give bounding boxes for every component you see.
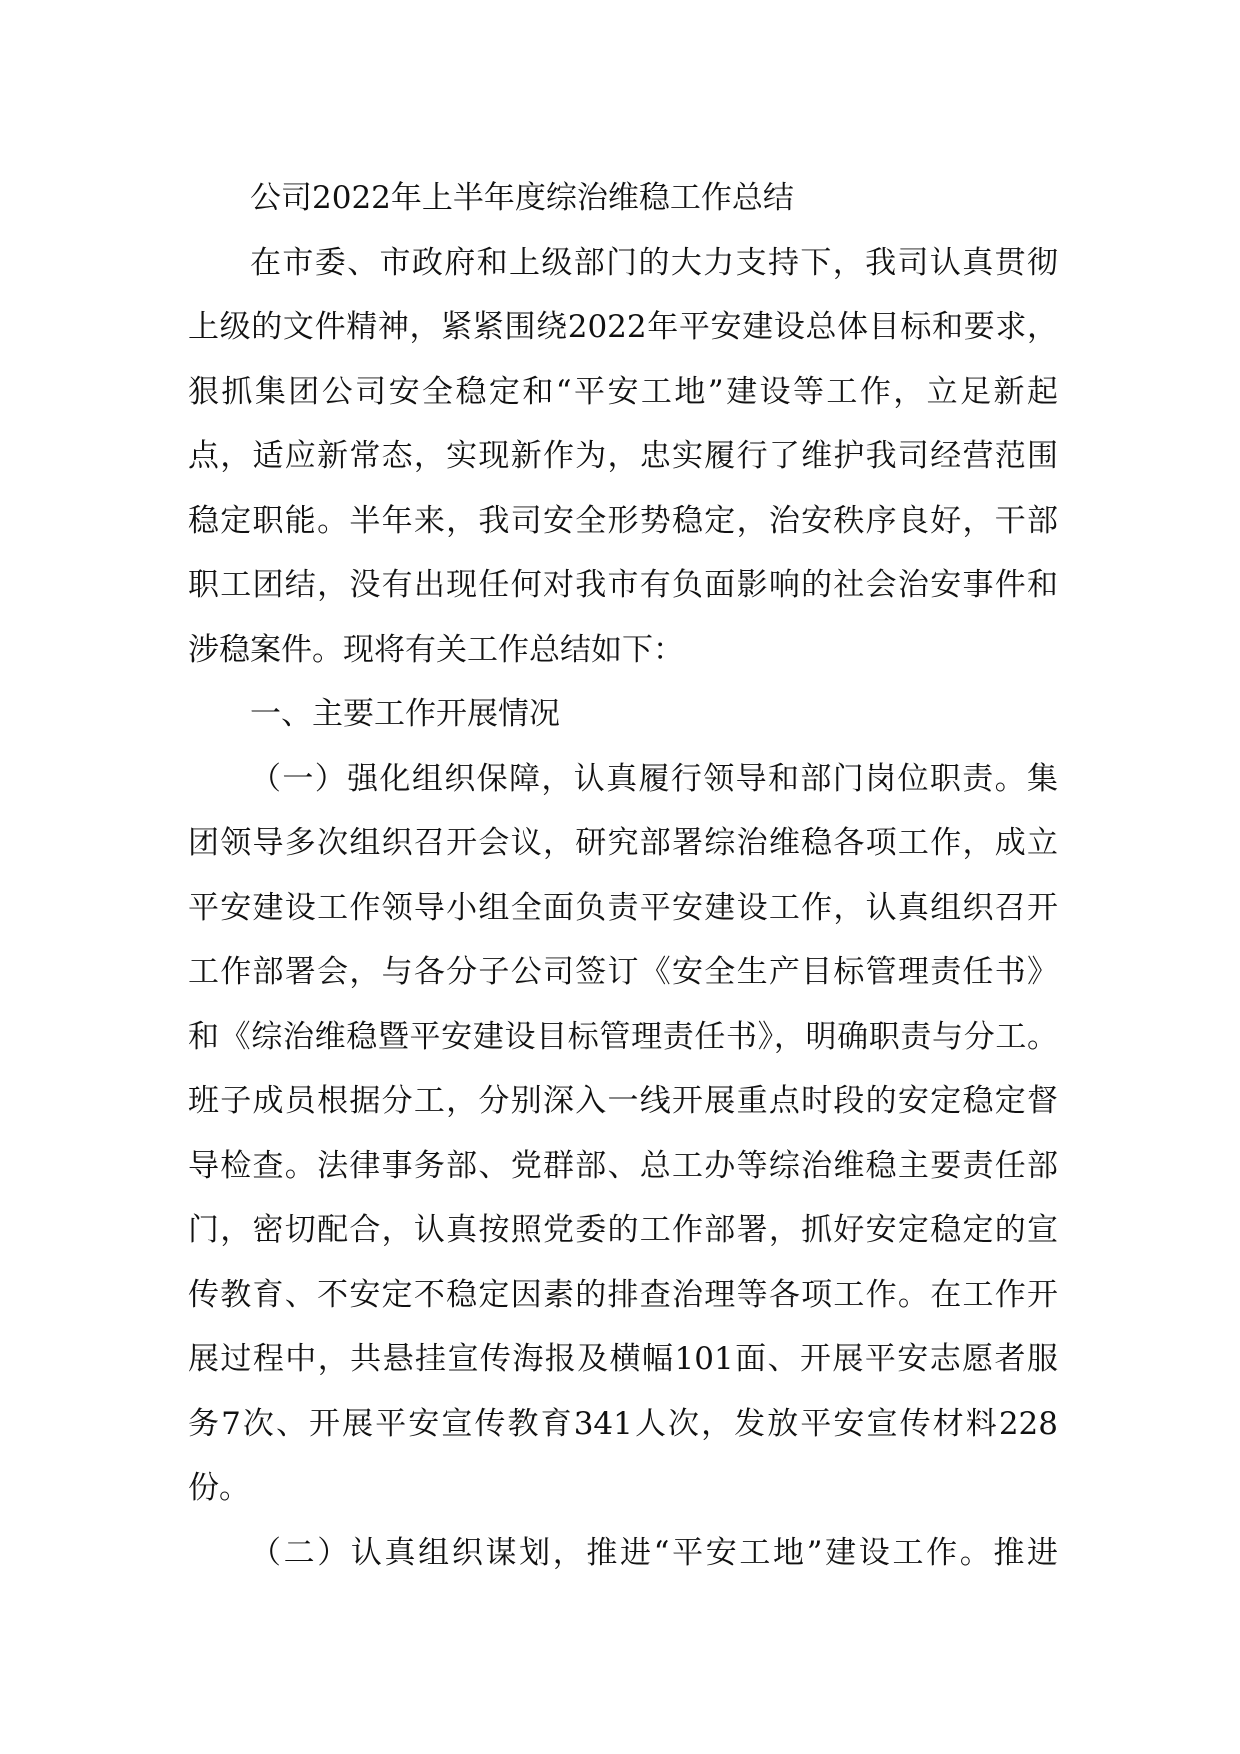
paragraph-1-line-3: 平安建设工作领导小组全面负责平安建设工作，认真组织召开: [188, 889, 1058, 926]
intro-line-2: 上级的文件精神，紧紧围绕2022年平安建设总体目标和要求，: [188, 309, 1058, 345]
intro-line-6: 职工团结，没有出现任何对我市有负面影响的社会治安事件和: [188, 567, 1058, 603]
paragraph-2-line-1: （二）认真组织谋划，推进“平安工地”建设工作。推进: [250, 1534, 1058, 1571]
document-title: 公司2022年上半年度综治维稳工作总结: [250, 180, 794, 216]
paragraph-1-line-4: 工作部署会，与各分子公司签订《安全生产目标管理责任书》: [188, 954, 1058, 990]
paragraph-1-line-7: 导检查。法律事务部、党群部、总工办等综治维稳主要责任部: [188, 1147, 1058, 1184]
paragraph-1-line-2: 团领导多次组织召开会议，研究部署综治维稳各项工作，成立: [188, 825, 1058, 861]
intro-line-3: 狠抓集团公司安全稳定和“平安工地”建设等工作，立足新起: [188, 373, 1058, 410]
paragraph-1-line-12: 份。: [188, 1470, 250, 1506]
paragraph-1-line-6: 班子成员根据分工，分别深入一线开展重点时段的安定稳定督: [188, 1083, 1058, 1119]
intro-line-7: 涉稳案件。现将有关工作总结如下：: [188, 631, 684, 668]
intro-line-5: 稳定职能。半年来，我司安全形势稳定，治安秩序良好，干部: [188, 502, 1058, 539]
paragraph-1-line-11: 务7次、开展平安宣传教育341人次，发放平安宣传材料228: [188, 1405, 1058, 1442]
intro-line-4: 点，适应新常态，实现新作为，忠实履行了维护我司经营范围: [188, 438, 1058, 474]
paragraph-1-line-1: （一）强化组织保障，认真履行领导和部门岗位职责。集: [250, 760, 1058, 797]
paragraph-1-line-10: 展过程中，共悬挂宣传海报及横幅101面、开展平安志愿者服: [188, 1341, 1058, 1377]
paragraph-1-line-9: 传教育、不安定不稳定因素的排查治理等各项工作。在工作开: [188, 1276, 1058, 1313]
paragraph-1-line-5: 和《综治维稳暨平安建设目标管理责任书》，明确职责与分工。: [188, 1018, 1058, 1055]
paragraph-1-line-8: 门，密切配合，认真按照党委的工作部署，抓好安定稳定的宣: [188, 1212, 1058, 1248]
intro-line-1: 在市委、市政府和上级部门的大力支持下，我司认真贯彻: [250, 244, 1058, 281]
section-heading-1: 一、主要工作开展情况: [250, 696, 560, 732]
document-body: [188, 166, 1058, 1585]
